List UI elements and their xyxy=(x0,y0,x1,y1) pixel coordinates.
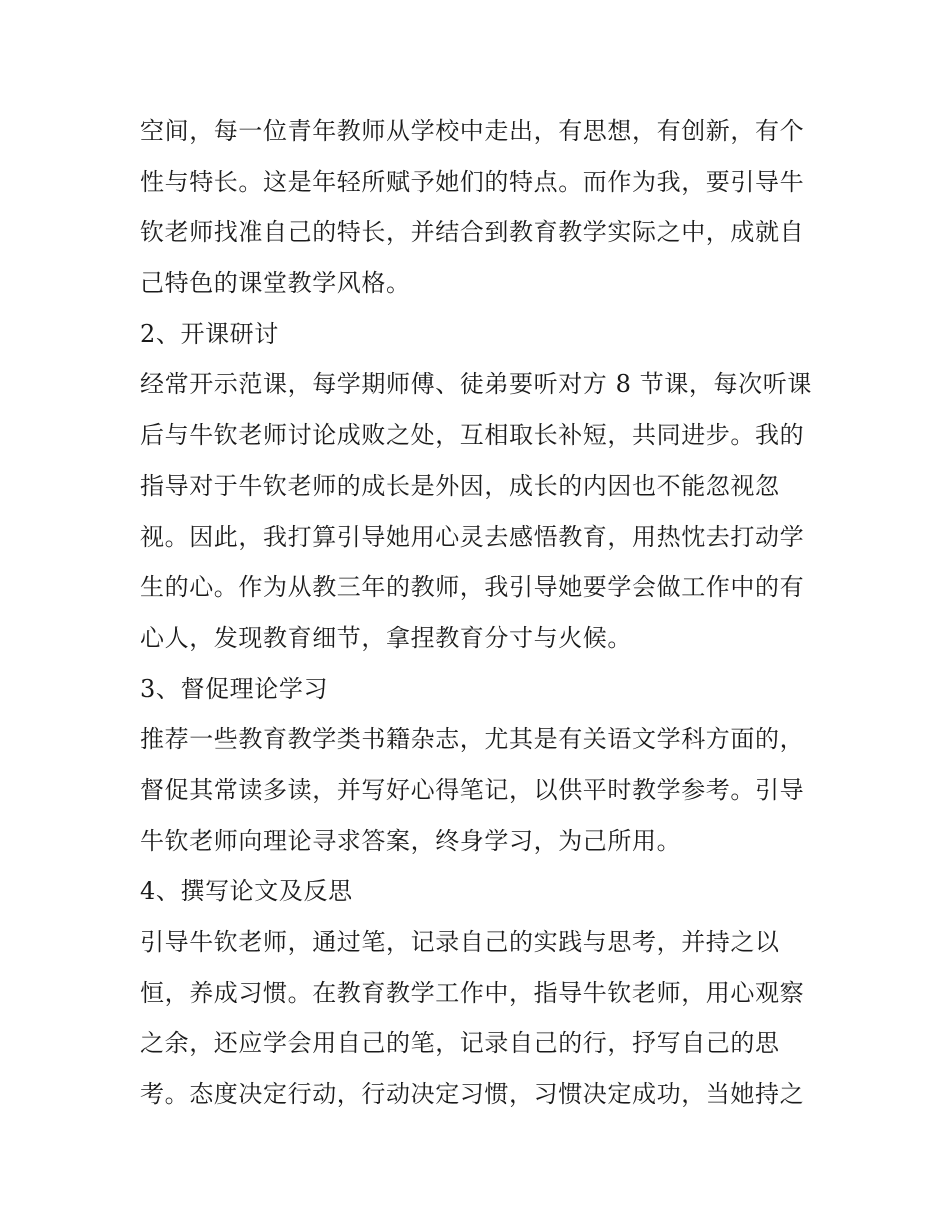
paragraph-line: 经常开示范课，每学期师傅、徒弟要听对方 8 节课，每次听课 xyxy=(140,370,812,399)
section-heading: 2、开课研讨 xyxy=(140,319,279,348)
paragraph-line: 指导对于牛钦老师的成长是外因，成长的内因也不能忽视忽 xyxy=(140,471,780,500)
paragraph-line: 恒，养成习惯。在教育教学工作中，指导牛钦老师，用心观察 xyxy=(140,978,805,1007)
paragraph-line: 己特色的课堂教学风格。 xyxy=(140,269,411,298)
paragraph-line: 空间，每一位青年教师从学校中走出，有思想，有创新，有个 xyxy=(140,117,805,145)
paragraph-line: 考。态度决定行动，行动决定习惯，习惯决定成功，当她持之 xyxy=(140,1080,805,1109)
paragraph-line: 引导牛钦老师，通过笔，记录自己的实践与思考，并持之以 xyxy=(140,928,780,956)
paragraph-line: 心人，发现教育细节，拿捏教育分寸与火候。 xyxy=(140,623,632,652)
paragraph-line: 督促其常读多读，并写好心得笔记，以供平时教学参考。引导 xyxy=(140,775,805,804)
section-heading: 4、撰写论文及反思 xyxy=(140,877,353,906)
document-body xyxy=(140,106,820,1120)
paragraph-line: 视。因此，我打算引导她用心灵去感悟教育，用热忱去打动学 xyxy=(140,522,805,551)
paragraph-line: 牛钦老师向理论寻求答案，终身学习，为己所用。 xyxy=(140,826,682,855)
section-heading: 3、督促理论学习 xyxy=(140,674,329,703)
paragraph-line: 后与牛钦老师讨论成败之处，互相取长补短，共同进步。我的 xyxy=(140,421,805,450)
paragraph-line: 钦老师找准自己的特长，并结合到教育教学实际之中，成就自 xyxy=(140,218,805,247)
paragraph-line: 之余，还应学会用自己的笔，记录自己的行，抒写自己的思 xyxy=(140,1029,780,1058)
paragraph-line: 生的心。作为从教三年的教师，我引导她要学会做工作中的有 xyxy=(140,573,805,602)
paragraph-line: 性与特长。这是年轻所赋予她们的特点。而作为我，要引导牛 xyxy=(140,167,805,196)
paragraph-line: 推荐一些教育教学类书籍杂志，尤其是有关语文学科方面的， xyxy=(140,725,805,754)
